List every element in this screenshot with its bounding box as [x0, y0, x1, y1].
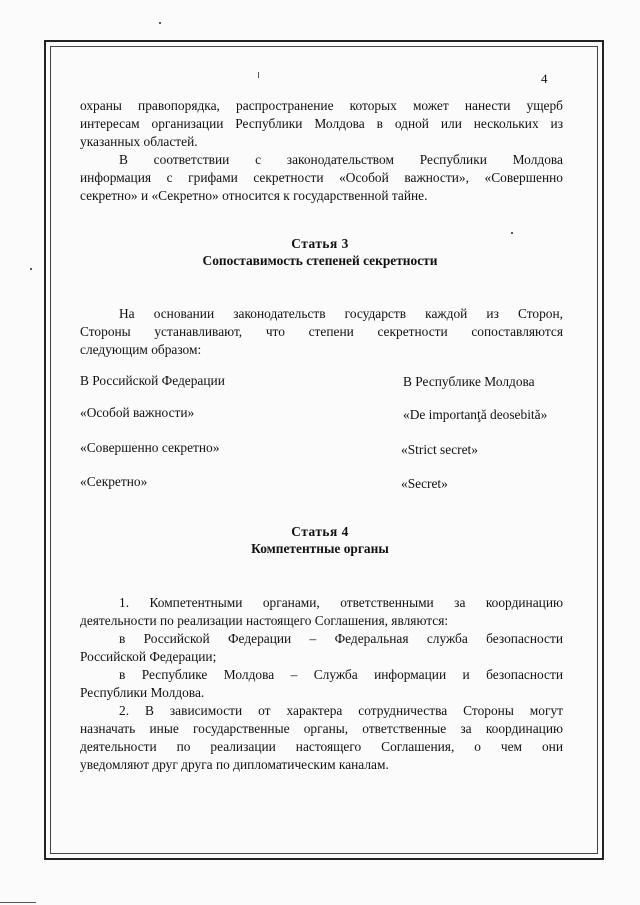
- md-column-header: В Республике Молдова: [403, 374, 535, 389]
- article-4-ru-body-line: Российской Федерации;: [80, 649, 217, 664]
- ru-secrecy-level: «Секретно»: [80, 474, 148, 489]
- scan-speck: [30, 268, 32, 270]
- intro-line: указанных областей.: [80, 134, 198, 149]
- article-3-paragraph-line: На основании законодательств государств каждой из Сторон,: [119, 306, 563, 321]
- scan-speck: [0, 902, 36, 903]
- article-3-paragraph-line: следующим образом:: [80, 342, 202, 357]
- ru-column-header: В Российской Федерации: [80, 373, 225, 388]
- page-number: 4: [541, 71, 548, 86]
- scan-speck: [159, 22, 161, 24]
- article-4-p1-line: 1. Компетентными органами, ответственными за координацию: [119, 595, 563, 610]
- intro-line: охраны правопорядка, распространение которых может нанести ущерб: [80, 98, 563, 113]
- secrecy-law-line: В соответствии с законодательством Республики Молдова: [119, 152, 563, 167]
- ru-secrecy-level: «Совершенно секретно»: [80, 440, 220, 455]
- scan-speck: [258, 72, 259, 78]
- article-4-p2-line: 2. В зависимости от характера сотрудничества Стороны могут: [119, 703, 563, 718]
- article-4-number: Статья 4: [291, 524, 349, 539]
- md-secrecy-level: «De importanţă deosebită»: [403, 407, 548, 422]
- article-4-p2-line: назначать иные государственные органы, ответственные за координацию: [80, 721, 563, 736]
- article-4-p2-line: деятельности по реализации настоящего Соглашения, о чем они: [80, 739, 563, 754]
- article-4-p2-line: уведомляют друг друга по дипломатическим каналам.: [80, 757, 389, 772]
- article-3-number: Статья 3: [291, 236, 349, 251]
- md-secrecy-level: «Strict secret»: [401, 442, 478, 457]
- secrecy-law-line: информация с грифами секретности «Особой важности», «Совершенно: [80, 170, 563, 185]
- article-4-title: Компетентные органы: [251, 541, 389, 556]
- article-4-md-body-line: Республики Молдова.: [80, 685, 205, 700]
- article-3-title: Сопоставимость степеней секретности: [202, 253, 438, 268]
- article-4-md-body-line: в Республике Молдова – Служба информации и безопасности: [119, 667, 563, 682]
- scan-speck: [511, 232, 513, 234]
- md-secrecy-level: «Secret»: [401, 476, 448, 491]
- ru-secrecy-level: «Особой важности»: [80, 405, 195, 420]
- article-4-p1-line: деятельности по реализации настоящего Соглашения, являются:: [80, 613, 449, 628]
- article-3-paragraph-line: Стороны устанавливают, что степени секретности сопоставляются: [80, 324, 563, 339]
- secrecy-law-line: секретно» и «Секретно» относится к государственной тайне.: [80, 188, 428, 203]
- article-4-ru-body-line: в Российской Федерации – Федеральная служба безопасности: [119, 631, 563, 646]
- intro-line: интересам организации Республики Молдова в одной или нескольких из: [80, 116, 563, 131]
